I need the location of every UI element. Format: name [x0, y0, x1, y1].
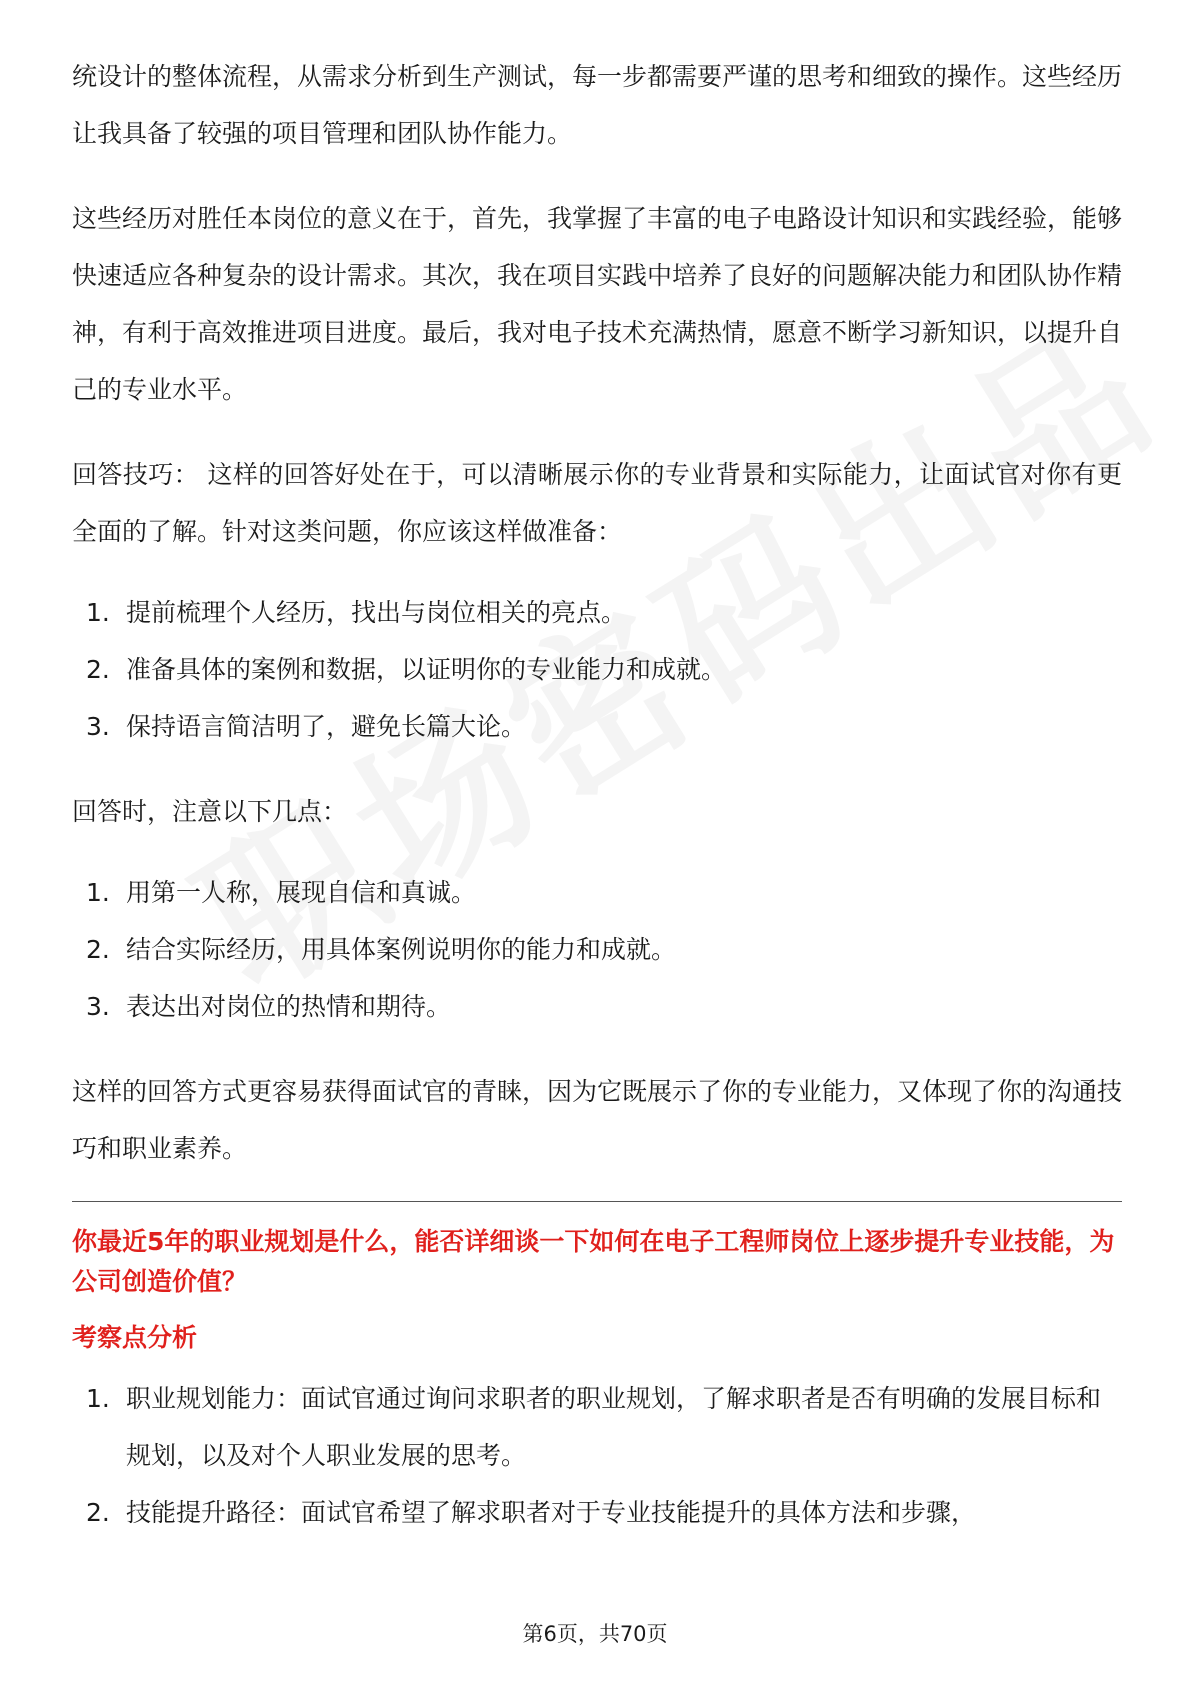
list-item: 3. 保持语言简洁明了，避免长篇大论。 — [86, 712, 527, 741]
list-item: 1. 用第一人称，展现自信和真诚。 — [86, 878, 477, 907]
list-item: 2. 准备具体的案例和数据，以证明你的专业能力和成就。 — [86, 655, 727, 684]
paragraph-significance: 这些经历对胜任本岗位的意义在于，首先，我掌握了丰富的电子电路设计知识和实践经验，能够快速适应各种复杂的设计需求。其次，我在项目实践中培养了良好的问题解决能力和团队协作精神，有利于高效推进项目进度。最后，我对电子技术充满热情，愿意不断学习新知识，以提升自己的专业水平。 — [72, 204, 1123, 404]
analysis-list — [72, 1370, 1122, 1541]
list-item: 2. 结合实际经历，用具体案例说明你的能力和成就。 — [86, 935, 677, 964]
paragraph-answer-tips: 回答技巧： 这样的回答好处在于，可以清晰展示你的专业背景和实际能力，让面试官对你有更全面的了解。针对这类问题，你应该这样做准备： — [72, 460, 1122, 546]
preparation-list — [72, 584, 1122, 755]
page-footer: 第6页，共70页 — [522, 1622, 668, 1646]
paragraph-continued: 统设计的整体流程，从需求分析到生产测试，每一步都需要严谨的思考和细致的操作。这些经历让我具备了较强的项目管理和团队协作能力。 — [72, 62, 1123, 148]
paragraph-notes-intro: 回答时，注意以下几点： — [72, 797, 348, 826]
section-divider — [72, 1201, 1122, 1202]
list-item: 2. 技能提升路径：面试官希望了解求职者对于专业技能提升的具体方法和步骤， — [86, 1498, 977, 1527]
list-item: 1. 提前梳理个人经历，找出与岗位相关的亮点。 — [86, 598, 627, 627]
list-item: 1. 职业规划能力：面试官通过询问求职者的职业规划，了解求职者是否有明确的发展目标和规划，以及对个人职业发展的思考。 — [86, 1384, 1102, 1470]
list-item: 3. 表达出对岗位的热情和期待。 — [86, 992, 452, 1021]
notes-list — [72, 864, 1122, 1035]
section-title: 考察点分析 — [72, 1323, 198, 1352]
paragraph-conclusion: 这样的回答方式更容易获得面试官的青睐，因为它既展示了你的专业能力，又体现了你的沟通技巧和职业素养。 — [72, 1077, 1123, 1163]
page-content — [72, 48, 1122, 1541]
interview-question: 你最近5年的职业规划是什么，能否详细谈一下如何在电子工程师岗位上逐步提升专业技能，为公司创造价值？ — [72, 1227, 1115, 1296]
